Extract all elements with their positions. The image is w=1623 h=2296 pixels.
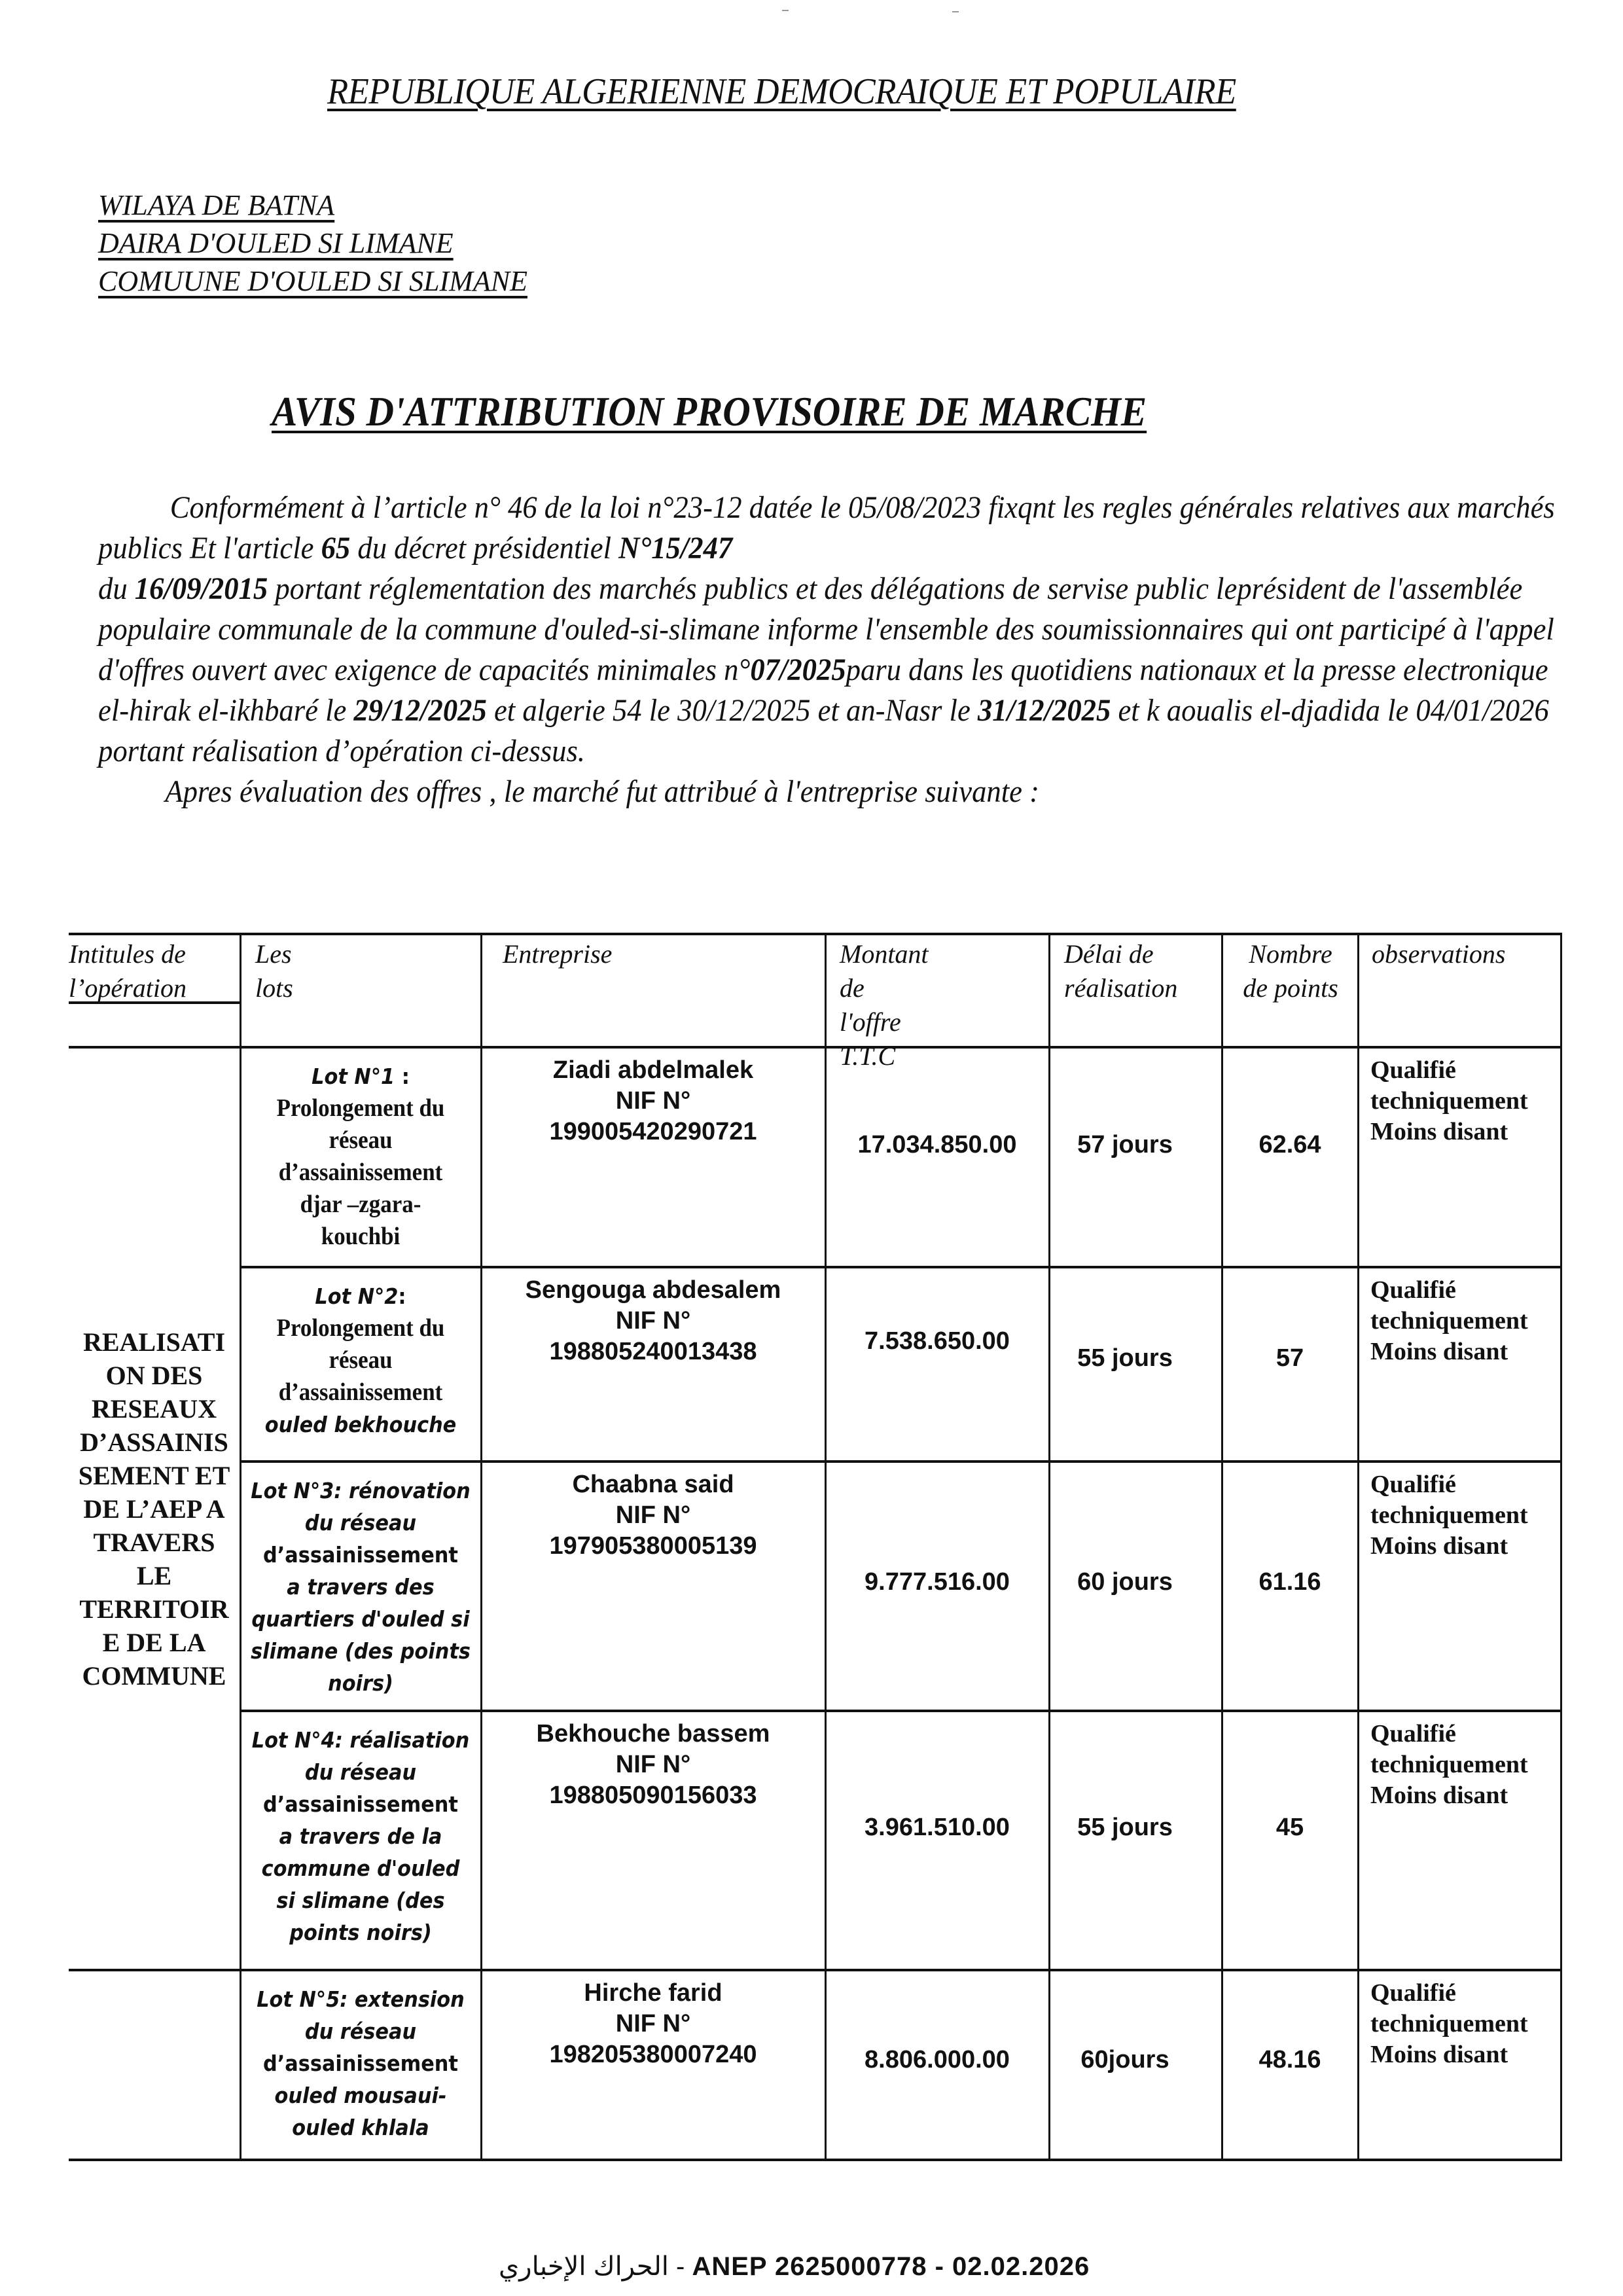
newspaper-name-arabic: الحراك الإخباري [499, 2252, 669, 2281]
lot-description-line: slimane (des points [251, 1638, 471, 1664]
lot-description-line: commune d'ouled [261, 1856, 460, 1881]
lot-description-line: réseau [329, 1346, 393, 1374]
observation-line: techniquement [1370, 1751, 1528, 1778]
operation-title-line: SEMENT ET [78, 1461, 230, 1490]
lot-description-line: points noirs) [289, 1920, 432, 1945]
header-text: Montant de [840, 939, 929, 1003]
company-cell [482, 1469, 825, 1562]
lot-description-line: noirs) [328, 1670, 393, 1696]
lot-label-suffix: : [398, 1283, 406, 1309]
nif-label: NIF N° [615, 1307, 691, 1335]
attribution-intro: Apres évaluation des offres , le marché fut attribué à l'entreprise suivante : [165, 774, 1039, 809]
offer-amount: 9.777.516.00 [865, 1568, 1010, 1596]
company-cell [482, 1055, 825, 1147]
nif-number: 199005420290721 [549, 1118, 757, 1145]
lot-description-line: Prolongement du [276, 1094, 445, 1122]
tender-number: 07/2025 [750, 653, 846, 687]
completion-delay: 60 jours [1077, 1568, 1173, 1596]
operation-title-line: RESEAUX [91, 1394, 217, 1424]
body-text: et algerie 54 le 30/12/2025 et an-Nasr le [486, 693, 978, 728]
anep-reference: ANEP 2625000778 - 02.02.2026 [692, 2252, 1090, 2281]
header-text: de points [1243, 973, 1338, 1003]
lot-label-line [251, 1724, 471, 1756]
lot-description-line: du réseau [304, 1510, 417, 1535]
body-text: du [98, 571, 135, 606]
operation-title-line: LE [136, 1561, 172, 1590]
observation-line: Moins disant [1370, 1532, 1508, 1560]
points-score: 61.16 [1258, 1568, 1321, 1596]
points-score: 57 [1275, 1344, 1304, 1372]
operation-title-line: D’ASSAINIS [80, 1427, 228, 1457]
lot-description-line: d’assainissement [278, 1378, 443, 1406]
body-text: portant réglementation des marchés publics et des délégations de servise public leprésident de l'assemblée populaire communale de la commune d'ouled-si-slimane informe l'ensemble des soumissionnaires qui ont participé à l'appel d'offres ouvert avec exigence de capacités minimales n° [98, 571, 1554, 687]
completion-delay: 60jours [1080, 2046, 1169, 2073]
header-text: Intitules de [69, 939, 186, 969]
lot-number: Lot N°3 [251, 1478, 334, 1503]
company-name: Ziadi abdelmalek [552, 1056, 754, 1084]
lot-description-line: a travers de la [279, 1823, 442, 1849]
body-text: et k aoualis el-djadida le 04/01/2026 portant réalisation d’opération ci-dessus. [98, 693, 1549, 768]
completion-delay: 55 jours [1077, 1814, 1173, 1841]
observations-cell [1359, 1719, 1560, 1811]
nif-number: 198805240013438 [549, 1338, 757, 1365]
lot-number: Lot N°4 [251, 1727, 335, 1753]
scan-speck [952, 11, 959, 12]
points-score: 62.64 [1258, 1131, 1321, 1158]
lot-label-line [251, 1983, 471, 2015]
observation-line: techniquement [1370, 1087, 1528, 1115]
operation-title-line: TRAVERS [93, 1528, 215, 1557]
operation-title-line: TERRITOIR [79, 1594, 229, 1624]
nif-label: NIF N° [615, 1751, 691, 1778]
decree-date: 16/09/2015 [134, 571, 268, 606]
lot-label-suffix: : extension [340, 1986, 465, 2012]
operation-title-line: DE L’AEP A [83, 1494, 225, 1524]
body-text: paru dans les quotidiens nationaux et la presse electronique el-hirak el-ikhbaré le [98, 653, 1548, 728]
observation-line: Qualifié [1370, 1276, 1456, 1304]
lot-description [251, 1724, 471, 1948]
row-divider [69, 1046, 1562, 1049]
observation-line: Moins disant [1370, 1338, 1508, 1365]
observation-line: techniquement [1370, 1501, 1528, 1529]
row-divider [241, 1460, 1562, 1463]
lot-label-suffix: : [395, 1064, 410, 1089]
body-text: du décret présidentiel [350, 531, 619, 565]
header-text: réalisation [1064, 973, 1178, 1003]
notice-title: AVIS D'ATTRIBUTION PROVISOIRE DE MARCHE [272, 388, 1147, 435]
lot-description-line: réseau [329, 1126, 393, 1154]
lot-description-line: ouled khlala [292, 2115, 429, 2140]
operation-title-line: E DE LA [102, 1628, 206, 1657]
completion-delay: 55 jours [1077, 1344, 1173, 1372]
row-divider [69, 1969, 1562, 1971]
country-heading: REPUBLIQUE ALGERIENNE DEMOCRAIQUE ET POPULAIRE [327, 71, 1236, 112]
observations-cell [1359, 1055, 1560, 1147]
observation-line: Qualifié [1370, 1056, 1456, 1084]
nif-number: 198805090156033 [549, 1782, 757, 1809]
observation-line: techniquement [1370, 1307, 1528, 1335]
offer-amount: 3.961.510.00 [865, 1814, 1010, 1841]
observation-line: techniquement [1370, 2010, 1528, 2037]
operation-title [69, 1325, 240, 1693]
notice-body [98, 488, 1577, 812]
decree-number: N°15/247 [618, 531, 733, 565]
article-number: 65 [321, 531, 351, 565]
lot-description-line: du réseau [304, 2018, 417, 2044]
header-operation [69, 937, 239, 1005]
points-score: 45 [1275, 1814, 1304, 1841]
lot-label-suffix: : rénovation [334, 1478, 471, 1503]
completion-delay: 57 jours [1077, 1131, 1173, 1158]
points-score: 48.16 [1258, 2046, 1321, 2073]
lot-description-line: ouled mousaui- [274, 2083, 447, 2108]
column-divider [240, 933, 241, 2161]
lot-label-line [251, 1060, 471, 1092]
observation-line: Moins disant [1370, 2041, 1508, 2068]
observations-cell [1359, 1469, 1560, 1562]
header-entreprise: Entreprise [503, 939, 613, 969]
observations-cell [1359, 1275, 1560, 1367]
lot-description-line: djar –zgara- [300, 1191, 421, 1218]
row-divider [241, 1710, 1562, 1712]
lot-number: Lot N°1 [312, 1064, 395, 1089]
operation-title-line: COMMUNE [82, 1661, 226, 1691]
observation-line: Qualifié [1370, 1979, 1456, 2007]
header-delai [1064, 937, 1177, 1005]
table-border-bottom [69, 2159, 1562, 2161]
lot-description-line: quartiers d'ouled si [251, 1606, 470, 1632]
header-montant [840, 937, 929, 1073]
lot-label-line [251, 1475, 471, 1507]
lot-label-line [251, 1280, 471, 1312]
lot-description-line: kouchbi [321, 1223, 401, 1250]
body-text: Conformément à l’article n° 46 de la loi n°23-12 datée le 05/08/2023 fixqnt les regles générales relatives aux marchés publics Et l'article [98, 490, 1555, 565]
lot-description-line: ouled bekhouche [264, 1412, 457, 1437]
daira-line: DAIRA D'OULED SI LIMANE [98, 227, 454, 259]
lot-description [251, 1475, 471, 1699]
lot-description-line: Prolongement du [276, 1314, 445, 1342]
company-name: Bekhouche bassem [536, 1720, 770, 1748]
publication-date-3: 31/12/2025 [977, 693, 1111, 728]
lot-description [251, 1983, 471, 2144]
offer-amount: 8.806.000.00 [865, 2046, 1010, 2073]
table-border-top [69, 933, 1562, 935]
publication-footer [499, 2251, 1090, 2282]
company-cell [482, 1719, 825, 1811]
observation-line: Qualifié [1370, 1471, 1456, 1498]
lot-description-line: d’assainissement [263, 1791, 458, 1817]
company-cell [482, 1978, 825, 2070]
header-text: l'offre T.T.C [840, 1007, 901, 1071]
lot-description-line: si slimane (des [276, 1888, 445, 1913]
lot-description [251, 1280, 471, 1441]
table-border-right [1560, 933, 1562, 2161]
column-divider [825, 933, 827, 2161]
offer-amount: 7.538.650.00 [865, 1327, 1010, 1355]
nif-label: NIF N° [615, 1501, 691, 1529]
nif-label: NIF N° [615, 2010, 691, 2037]
offer-amount: 17.034.850.00 [857, 1131, 1017, 1158]
lot-description [251, 1060, 471, 1253]
observation-line: Qualifié [1370, 1720, 1456, 1748]
publication-date-1: 29/12/2025 [353, 693, 487, 728]
lot-description-line: d’assainissement [278, 1158, 443, 1186]
lot-number: Lot N°5 [257, 1986, 340, 2012]
lot-description-line: du réseau [304, 1759, 417, 1785]
header-observations: observations [1372, 939, 1506, 969]
nif-label: NIF N° [615, 1087, 691, 1115]
lot-description-line: a travers des [287, 1574, 435, 1600]
lot-description-line: d’assainissement [263, 2051, 458, 2076]
header-text: l’opération [69, 973, 187, 1003]
header-lots: Les lots [255, 939, 293, 1003]
header-points [1225, 937, 1356, 1005]
observation-line: Moins disant [1370, 1782, 1508, 1809]
wilaya-line: WILAYA DE BATNA [98, 189, 335, 221]
company-cell [482, 1275, 825, 1367]
lot-number: Lot N°2 [315, 1283, 399, 1309]
lot-description-line: d’assainissement [263, 1542, 458, 1568]
header-text: Nombre [1249, 939, 1332, 969]
column-divider [1048, 933, 1050, 2161]
nif-number: 198205380007240 [549, 2041, 757, 2068]
scan-speck [782, 10, 789, 11]
observation-line: Moins disant [1370, 1118, 1508, 1145]
company-name: Hirche farid [584, 1979, 722, 2007]
nif-number: 197905380005139 [549, 1532, 757, 1560]
header-text: Délai de [1064, 939, 1154, 969]
company-name: Chaabna said [572, 1471, 734, 1498]
column-divider [1221, 933, 1223, 2161]
commune-line: COMUUNE D'OULED SI SLIMANE [98, 265, 527, 297]
observations-cell [1359, 1978, 1560, 2070]
operation-title-line: ON DES [105, 1361, 203, 1390]
footer-separator: - [668, 2252, 692, 2281]
company-name: Sengouga abdesalem [525, 1276, 781, 1304]
operation-title-line: REALISATI [82, 1327, 226, 1357]
row-divider [241, 1266, 1562, 1268]
lot-label-suffix: : réalisation [334, 1727, 470, 1753]
